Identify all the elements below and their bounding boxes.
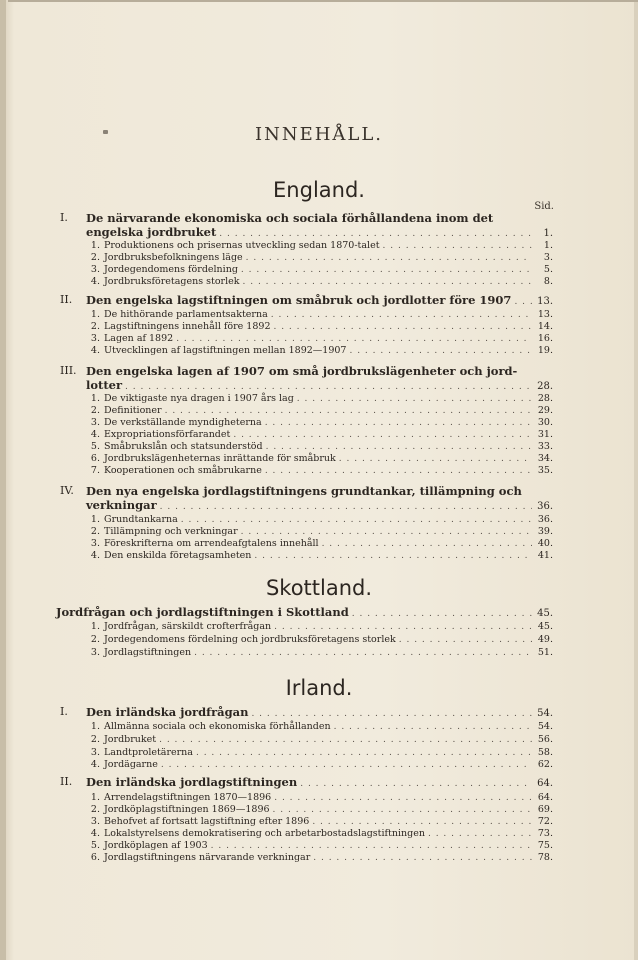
chapter-heading [60, 364, 553, 378]
toc-entry [90, 792, 553, 804]
entry-number: 2. [90, 634, 100, 645]
entry-page: 78. [537, 852, 553, 863]
leader-dots [159, 734, 532, 746]
page-title: INNEHÅLL. [254, 124, 384, 145]
leader-dots [383, 240, 532, 252]
toc-entry [90, 252, 553, 264]
chapter-heading-cont [86, 378, 553, 392]
leader-dots [352, 607, 532, 621]
toc-entry [90, 621, 553, 633]
entry-page: 41. [537, 550, 553, 561]
leader-dots [265, 417, 532, 429]
entry-label: Jordfrågan, särskildt crofterfrågan [104, 621, 272, 632]
leader-dots [297, 393, 532, 405]
toc-entry [90, 828, 553, 840]
toc-entry [90, 309, 553, 321]
toc-entry [90, 276, 553, 288]
chapter-title: Jordfrågan och jordlagstiftningen i Skottland [56, 605, 349, 619]
entry-label: Behofvet af fortsatt lagstiftning efter 1896 [104, 816, 310, 827]
entry-page: 3. [543, 252, 553, 263]
entry-number: 1. [90, 309, 100, 320]
entry-label: Lokalstyrelsens demokratisering och arbetarbostadslagstiftningen [104, 828, 425, 839]
entry-page: 16. [537, 333, 553, 344]
toc-entry [90, 759, 553, 771]
leader-dots [265, 465, 532, 477]
leader-dots [194, 647, 532, 659]
section-heading-skottland: Skottland. [265, 576, 373, 600]
entry-number: 3. [90, 747, 100, 758]
chapter-title-line2: lotter [86, 378, 123, 392]
entry-label: Arrendelagstiftningen 1870—1896 [104, 792, 272, 803]
section-heading-irland: Irland. [285, 676, 353, 700]
entry-label: Jordköplagstiftningen 1869—1896 [104, 804, 270, 815]
entry-label: Jordbrukslägenheternas inrättande för småbruk [104, 453, 336, 464]
entry-page: 75. [537, 840, 553, 851]
leader-dots [428, 828, 532, 840]
entry-page: 14. [537, 321, 553, 332]
leader-dots [322, 538, 532, 550]
entry-number: 1. [90, 721, 100, 732]
chapter-number: II. [60, 293, 73, 306]
entry-number: 3. [90, 333, 100, 344]
entry-label: Definitioner [104, 405, 162, 416]
leader-dots [349, 345, 532, 357]
section-heading-england: England. [273, 178, 365, 202]
toc-entry [90, 647, 553, 659]
chapter-page: 13. [537, 296, 553, 307]
entry-label: Lagen af 1892 [104, 333, 174, 344]
leader-dots [160, 500, 532, 514]
toc-entry [90, 453, 553, 465]
entry-number: 4. [90, 429, 100, 440]
chapter-title-line1: Den irländska jordfrågan [86, 705, 249, 719]
leader-dots [254, 550, 532, 562]
leader-dots [241, 526, 532, 538]
chapter-number: I. [60, 211, 68, 224]
entry-label: Jordbruket [104, 734, 157, 745]
leader-dots [211, 840, 532, 852]
entry-page: 1. [543, 240, 553, 251]
leader-dots [266, 441, 532, 453]
entry-page: 69. [537, 804, 553, 815]
leader-dots [241, 264, 532, 276]
leader-dots [181, 514, 532, 526]
chapter-title-line1: Den irländska jordlagstiftningen [86, 775, 298, 789]
toc-entry [90, 465, 553, 477]
entry-number: 1. [90, 514, 100, 525]
entry-number: 2. [90, 526, 100, 537]
toc-entry [90, 840, 553, 852]
leader-dots [165, 405, 532, 417]
entry-number: 3. [90, 538, 100, 549]
chapter-heading [56, 605, 553, 619]
entry-number: 3. [90, 647, 100, 658]
leader-dots [125, 380, 532, 394]
chapter-number: I. [60, 705, 68, 718]
entry-label: Produktionens och prisernas utveckling sedan 1870-talet [104, 240, 380, 251]
entry-page: 19. [537, 345, 553, 356]
entry-label: Kooperationen och småbrukarne [104, 465, 262, 476]
entry-number: 1. [90, 792, 100, 803]
entry-label: Jordköplagen af 1903 [104, 840, 208, 851]
toc-entry [90, 393, 553, 405]
leader-dots [219, 227, 532, 241]
chapter-heading-cont [86, 225, 553, 239]
entry-label: Jordlagstiftningens närvarande verkningar [104, 852, 311, 863]
toc-entry [90, 721, 553, 733]
toc-entry [90, 526, 553, 538]
toc-entry [90, 429, 553, 441]
chapter-page: 1. [543, 228, 553, 239]
entry-page: 35. [537, 465, 553, 476]
entry-page: 62. [537, 759, 553, 770]
entry-page: 40. [537, 538, 553, 549]
leader-dots [399, 634, 532, 646]
leader-dots [161, 759, 532, 771]
entry-number: 4. [90, 759, 100, 770]
entry-page: 45. [537, 621, 553, 632]
toc-entry [90, 634, 553, 646]
entry-label: Småbrukslån och statsunderstöd [104, 441, 263, 452]
leader-dots [176, 333, 532, 345]
entry-page: 29. [537, 405, 553, 416]
entry-page: 73. [537, 828, 553, 839]
entry-page: 51. [537, 647, 553, 658]
entry-label: Jordegendomens fördelning och jordbruksföretagens storlek [104, 634, 396, 645]
entry-label: Den enskilda företagsamheten [104, 550, 252, 561]
entry-number: 3. [90, 417, 100, 428]
entry-number: 1. [90, 240, 100, 251]
entry-label: Jordägarne [104, 759, 158, 770]
chapter-page: 36. [537, 501, 553, 512]
chapter-title-line1: De närvarande ekonomiska och sociala förhållandena inom det [86, 211, 494, 225]
leader-dots [196, 747, 532, 759]
entry-label: Lagstiftningens innehåll före 1892 [104, 321, 271, 332]
entry-label: Landtproletärerna [104, 747, 193, 758]
entry-page: 5. [543, 264, 553, 275]
entry-number: 2. [90, 734, 100, 745]
leader-dots [300, 777, 532, 791]
toc-entry [90, 321, 553, 333]
entry-number: 4. [90, 345, 100, 356]
toc-entry [90, 816, 553, 828]
entry-label: De viktigaste nya dragen i 1907 års lag [104, 393, 294, 404]
chapter-heading [60, 293, 553, 307]
leader-dots [274, 792, 532, 804]
toc-entry [90, 747, 553, 759]
leader-dots [339, 453, 532, 465]
entry-number: 6. [90, 852, 100, 863]
entry-number: 6. [90, 453, 100, 464]
entry-number: 2. [90, 804, 100, 815]
leader-dots [273, 321, 532, 333]
toc-entry [90, 264, 553, 276]
chapter-title-line1: Den nya engelska jordlagstiftningens grundtankar, tillämpning och [86, 484, 522, 498]
chapter-number: II. [60, 775, 73, 788]
toc-entry [90, 405, 553, 417]
entry-page: 28. [537, 393, 553, 404]
entry-label: Jordlagstiftningen [104, 647, 192, 658]
toc-entry [90, 441, 553, 453]
entry-label: Tillämpning och verkningar [104, 526, 238, 537]
leader-dots [313, 852, 532, 864]
entry-label: Utvecklingen af lagstiftningen mellan 1892—1907 [104, 345, 347, 356]
entry-number: 4. [90, 276, 100, 287]
entry-label: Jordegendomens fördelning [104, 264, 238, 275]
toc-entry [90, 852, 553, 864]
entry-number: 3. [90, 264, 100, 275]
entry-page: 30. [537, 417, 553, 428]
entry-number: 3. [90, 816, 100, 827]
toc-entry [90, 417, 553, 429]
page-top-rule [8, 0, 638, 2]
entry-page: 13. [537, 309, 553, 320]
entry-number: 4. [90, 550, 100, 561]
toc-entry [90, 734, 553, 746]
toc-entry [90, 538, 553, 550]
entry-page: 72. [537, 816, 553, 827]
entry-page: 8. [543, 276, 553, 287]
entry-page: 39. [537, 526, 553, 537]
chapter-page: 64. [537, 778, 553, 789]
entry-number: 7. [90, 465, 100, 476]
entry-number: 5. [90, 840, 100, 851]
chapter-number: III. [60, 364, 77, 377]
entry-label: De hithörande parlamentsakterna [104, 309, 268, 320]
entry-number: 1. [90, 621, 100, 632]
entry-number: 2. [90, 252, 100, 263]
entry-number: 4. [90, 828, 100, 839]
chapter-heading [60, 484, 553, 498]
leader-dots [334, 721, 532, 733]
entry-page: 56. [537, 734, 553, 745]
chapter-heading-cont [86, 498, 553, 512]
chapter-title-line2: engelska jordbruket [86, 225, 217, 239]
toc-entry [90, 240, 553, 252]
leader-dots [514, 295, 532, 309]
leader-dots [233, 429, 532, 441]
leader-dots [312, 816, 532, 828]
entry-page: 31. [537, 429, 553, 440]
entry-label: Jordbruksföretagens storlek [104, 276, 240, 287]
entry-number: 2. [90, 321, 100, 332]
chapter-heading [60, 211, 553, 225]
chapter-page: 28. [537, 381, 553, 392]
leader-dots [274, 621, 532, 633]
entry-label: Jordbruksbefolkningens läge [104, 252, 243, 263]
entry-page: 58. [537, 747, 553, 758]
toc-entry [90, 345, 553, 357]
chapter-heading [60, 775, 553, 789]
chapter-title-line2: verkningar [86, 498, 157, 512]
toc-entry [90, 333, 553, 345]
toc-entry [90, 550, 553, 562]
entry-number: 2. [90, 405, 100, 416]
entry-page: 64. [537, 792, 553, 803]
page-column-label: Sid. [534, 201, 554, 212]
chapter-page: 54. [537, 708, 553, 719]
chapter-title-line1: Den engelska lagstiftningen om småbruk och jordlotter före 1907 [86, 293, 512, 307]
entry-page: 54. [537, 721, 553, 732]
leader-dots [273, 804, 532, 816]
leader-dots [243, 276, 533, 288]
entry-label: Expropriationsförfarandet [104, 429, 231, 440]
entry-page: 33. [537, 441, 553, 452]
toc-entry [90, 804, 553, 816]
entry-number: 5. [90, 441, 100, 452]
chapter-number: IV. [60, 484, 74, 497]
entry-page: 49. [537, 634, 553, 645]
entry-label: De verkställande myndigheterna [104, 417, 262, 428]
entry-number: 1. [90, 393, 100, 404]
chapter-title-line1: Den engelska lagen af 1907 om små jordbrukslägenheter och jord- [86, 364, 518, 378]
entry-label: Grundtankarna [104, 514, 178, 525]
leader-dots [271, 309, 532, 321]
entry-label: Föreskrifterna om arrendeafgtalens innehåll [104, 538, 319, 549]
leader-dots [251, 707, 532, 721]
entry-label: Allmänna sociala och ekonomiska förhållanden [104, 721, 331, 732]
entry-page: 36. [537, 514, 553, 525]
chapter-heading [60, 705, 553, 719]
toc-entry [90, 514, 553, 526]
leader-dots [246, 252, 532, 264]
entry-page: 34. [537, 453, 553, 464]
chapter-page: 45. [537, 608, 553, 619]
